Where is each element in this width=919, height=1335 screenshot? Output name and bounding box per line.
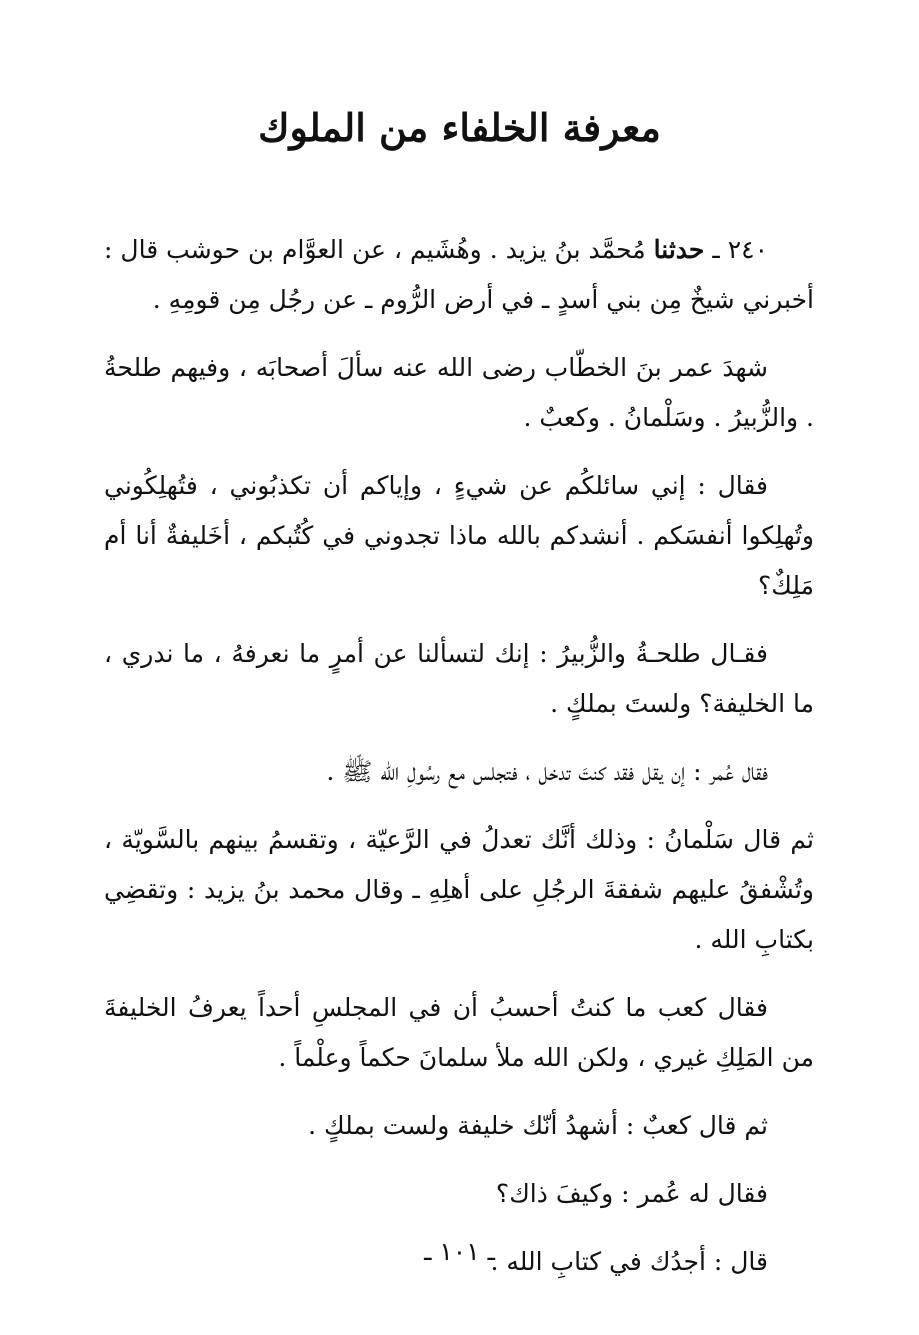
paragraph: ثم قال سَلْمانُ : وذلك أنَّك تعدلُ في الرَّعيّة ، وتقسمُ بينهم بالسَّويّة ، وتُشْفقُ عليهم شفقةَ الرجُلِ على أهلِهِ ـ وقال محمد بنُ يزيد : وتقضِي بكتابِ الله . [104, 825, 814, 954]
hadith-keyword: حدثنا [653, 235, 705, 264]
page-number: ـ ١٠١ ـ [424, 1237, 495, 1266]
paragraph: فقـال طلحـةُ والزُّبيرُ : إنك لتسألنا عن أمرٍ ما نعرفهُ ، ما ندري ، ما الخليفة؟ ولستَ بملكٍ . [104, 639, 814, 718]
paragraph: ثم قال كعبٌ : أشهدُ أنّك خليفة ولست بملكٍ . [308, 1111, 768, 1140]
hadith-number: ٢٤٠ [727, 235, 769, 264]
chapter-title: معرفة الخلفاء من الملوك [258, 105, 661, 150]
paragraph: قال : أجدُك في كتابِ الله . [490, 1247, 768, 1276]
hadith-isnad-paragraph [104, 225, 814, 325]
paragraph: فقال عُمر : إن يقل فقد كنتَ تدخل ، فتجلس مع رسُولِ الله ﷺ . [326, 757, 768, 786]
paragraph: فقال : إني سائلكُم عن شيءٍ ، وإياكم أن تكذبُوني ، فتُهلِكُوني وتُهلِكوا أنفسَكم . أنشدكم بالله ماذا تجدوني في كُتُبكم ، أخَليفةٌ أنا أم مَلِكٌ؟ [104, 471, 814, 600]
hadith-dash: ـ [712, 235, 720, 264]
paragraph: شهدَ عمر بنَ الخطّاب رضى الله عنه سألَ أصحابَه ، وفيهم طلحةُ . والزُّبيرُ . وسَلْمانُ . وكعبٌ . [104, 353, 814, 432]
paragraph: فقال له عُمر : وكيفَ ذاك؟ [495, 1179, 768, 1208]
hadith-isnad: مُحمَّد بنُ يزيد . وهُشَيم ، عن العوَّام بن حوشب قال : أخبرني شيخٌ مِن بني أسدٍ ـ في أرض الرُّوم ـ عن رجُل مِن قومِهِ . [104, 235, 814, 314]
chapter-body [104, 225, 814, 1305]
paragraph: فقال كعب ما كنتُ أحسبُ أن في المجلسِ أحداً يعرفُ الخليفةَ من المَلِكِ غيري ، ولكن الله ملأ سلمانَ حكماً وعلْماً . [104, 993, 814, 1072]
